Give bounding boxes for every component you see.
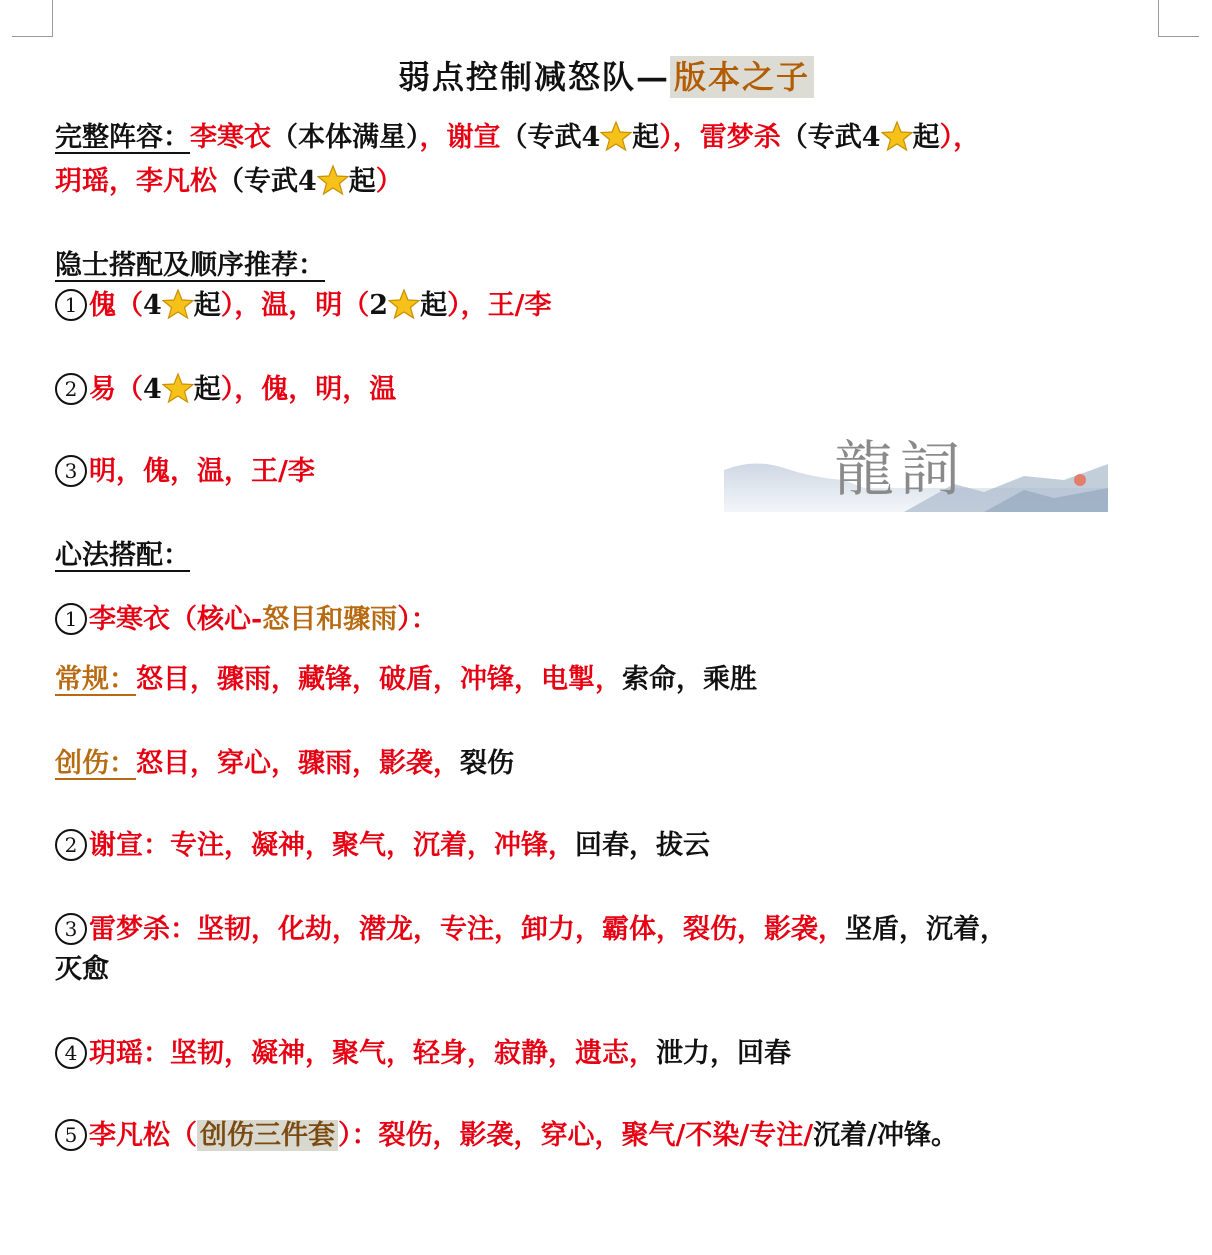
lineup-content bbox=[55, 166, 403, 197]
text-run: 裂伤 bbox=[460, 748, 514, 779]
wound-label: 创伤： bbox=[55, 748, 136, 779]
watermark-logo bbox=[724, 418, 1108, 512]
text-run: ），王/李 bbox=[447, 290, 552, 321]
xinfa-hero-text bbox=[89, 604, 438, 635]
page-corner-mark bbox=[12, 0, 53, 37]
star-icon bbox=[317, 166, 349, 197]
normal-text bbox=[136, 664, 757, 695]
lineup-line-1 bbox=[55, 118, 1172, 158]
text-run: （本体满星） bbox=[271, 122, 420, 153]
circled-number: 1 bbox=[55, 289, 87, 321]
xinfa-hero-text bbox=[89, 1038, 791, 1069]
circled-number: 2 bbox=[55, 829, 87, 861]
xinfa-hero-2 bbox=[55, 826, 1172, 866]
star-icon bbox=[881, 122, 913, 153]
hermit-option-1 bbox=[55, 286, 1172, 326]
text-run: （专武4 bbox=[217, 166, 317, 197]
circled-number: 1 bbox=[55, 603, 87, 635]
text-run: ）： bbox=[397, 604, 438, 635]
lineup-label: 完整阵容： bbox=[55, 122, 190, 153]
text-run: 沉着/冲锋。 bbox=[813, 1120, 958, 1151]
text-run: 起 bbox=[420, 290, 448, 321]
wound-text bbox=[136, 748, 514, 779]
circled-number: 2 bbox=[55, 373, 87, 405]
lineup-line-2 bbox=[55, 162, 1172, 202]
text-run: （专武4 bbox=[780, 122, 881, 153]
text-run: 坚盾，沉着， bbox=[845, 914, 1007, 945]
text-run: 玥瑶，李凡松 bbox=[55, 166, 217, 197]
circled-number: 4 bbox=[55, 1037, 87, 1069]
text-run: 4 bbox=[143, 290, 162, 321]
text-run: 怒目，骤雨，藏锋，破盾，冲锋，电掣， bbox=[136, 664, 622, 695]
watermark-text: 龍詞 bbox=[834, 435, 966, 505]
lineup-content bbox=[190, 122, 980, 153]
text-run: 起 bbox=[348, 166, 376, 197]
text-run: 起 bbox=[193, 374, 221, 405]
text-run: 雷梦杀：坚韧，化劫，潜龙，专注，卸力，霸体，裂伤，影袭， bbox=[89, 914, 845, 945]
text-run: 易（ bbox=[89, 374, 143, 405]
text-run: 泄力，回春 bbox=[656, 1038, 791, 1069]
text-run: ）， bbox=[939, 122, 981, 153]
text-run: （专武4 bbox=[500, 122, 601, 153]
text-run: 起 bbox=[193, 290, 221, 321]
xinfa-wound bbox=[55, 744, 1172, 784]
hermit-heading bbox=[55, 246, 1172, 286]
star-icon bbox=[162, 374, 194, 405]
text-run: 傀（ bbox=[89, 290, 143, 321]
star-icon bbox=[600, 122, 632, 153]
text-run: 2 bbox=[369, 290, 389, 321]
text-run: ），傀，明，温 bbox=[220, 374, 397, 405]
text-run: ，谢宣 bbox=[419, 122, 501, 153]
circled-number: 3 bbox=[55, 913, 87, 945]
text-run: ） bbox=[375, 166, 403, 197]
xinfa-normal bbox=[55, 660, 1172, 700]
xinfa-hero-text bbox=[89, 830, 710, 861]
text-run: ）：裂伤，影袭，穿心，聚气/不染/专注/ bbox=[338, 1120, 814, 1151]
text-run: 起 bbox=[912, 122, 940, 153]
normal-label: 常规： bbox=[55, 664, 136, 695]
text-run: 索命，乘胜 bbox=[622, 664, 757, 695]
hermit-option-text bbox=[89, 374, 396, 405]
text-run: 4 bbox=[143, 374, 162, 405]
title-main: 弱点控制减怒队— bbox=[397, 58, 670, 96]
hermit-option-text bbox=[89, 456, 315, 487]
text-run: ），温，明（ bbox=[220, 290, 370, 321]
text-run: 谢宣：专注，凝神，聚气，沉着，冲锋， bbox=[89, 830, 575, 861]
document-title bbox=[0, 52, 1212, 98]
text-run: 回春，拔云 bbox=[575, 830, 710, 861]
xinfa-hero-3-cont: 灭愈 bbox=[55, 954, 109, 985]
xinfa-heading bbox=[55, 536, 1172, 576]
star-icon bbox=[388, 290, 420, 321]
star-icon bbox=[162, 290, 194, 321]
xinfa-hero-4 bbox=[55, 1034, 1172, 1074]
text-run: 明，傀，温，王/李 bbox=[89, 456, 315, 487]
text-run: 怒目和骤雨 bbox=[262, 604, 398, 635]
hermit-option-text bbox=[89, 290, 551, 321]
text-run: 玥瑶：坚韧，凝神，聚气，轻身，寂静，遗志， bbox=[89, 1038, 656, 1069]
hermit-option-2 bbox=[55, 370, 1172, 410]
text-run: 李寒衣 bbox=[190, 122, 271, 153]
text-run: 怒目，穿心，骤雨，影袭， bbox=[136, 748, 460, 779]
xinfa-hero-text bbox=[89, 1120, 958, 1151]
xinfa-label: 心法搭配： bbox=[55, 540, 190, 571]
hermit-label: 隐士搭配及顺序推荐： bbox=[55, 250, 325, 281]
xinfa-hero-1 bbox=[55, 600, 1172, 640]
xinfa-hero-5 bbox=[55, 1116, 1172, 1156]
text-run: 起 bbox=[632, 122, 660, 153]
circled-number: 5 bbox=[55, 1119, 87, 1151]
text-run: 创伤三件套 bbox=[197, 1120, 338, 1151]
page-corner-mark bbox=[1158, 0, 1199, 37]
text-run: 李寒衣（核心- bbox=[89, 604, 263, 635]
text-run: ），雷梦杀 bbox=[659, 122, 781, 153]
xinfa-hero-3 bbox=[55, 910, 1172, 950]
xinfa-hero-text bbox=[89, 914, 1007, 945]
circled-number: 3 bbox=[55, 455, 87, 487]
title-highlight: 版本之子 bbox=[670, 56, 814, 98]
text-run: 李凡松（ bbox=[89, 1120, 197, 1151]
